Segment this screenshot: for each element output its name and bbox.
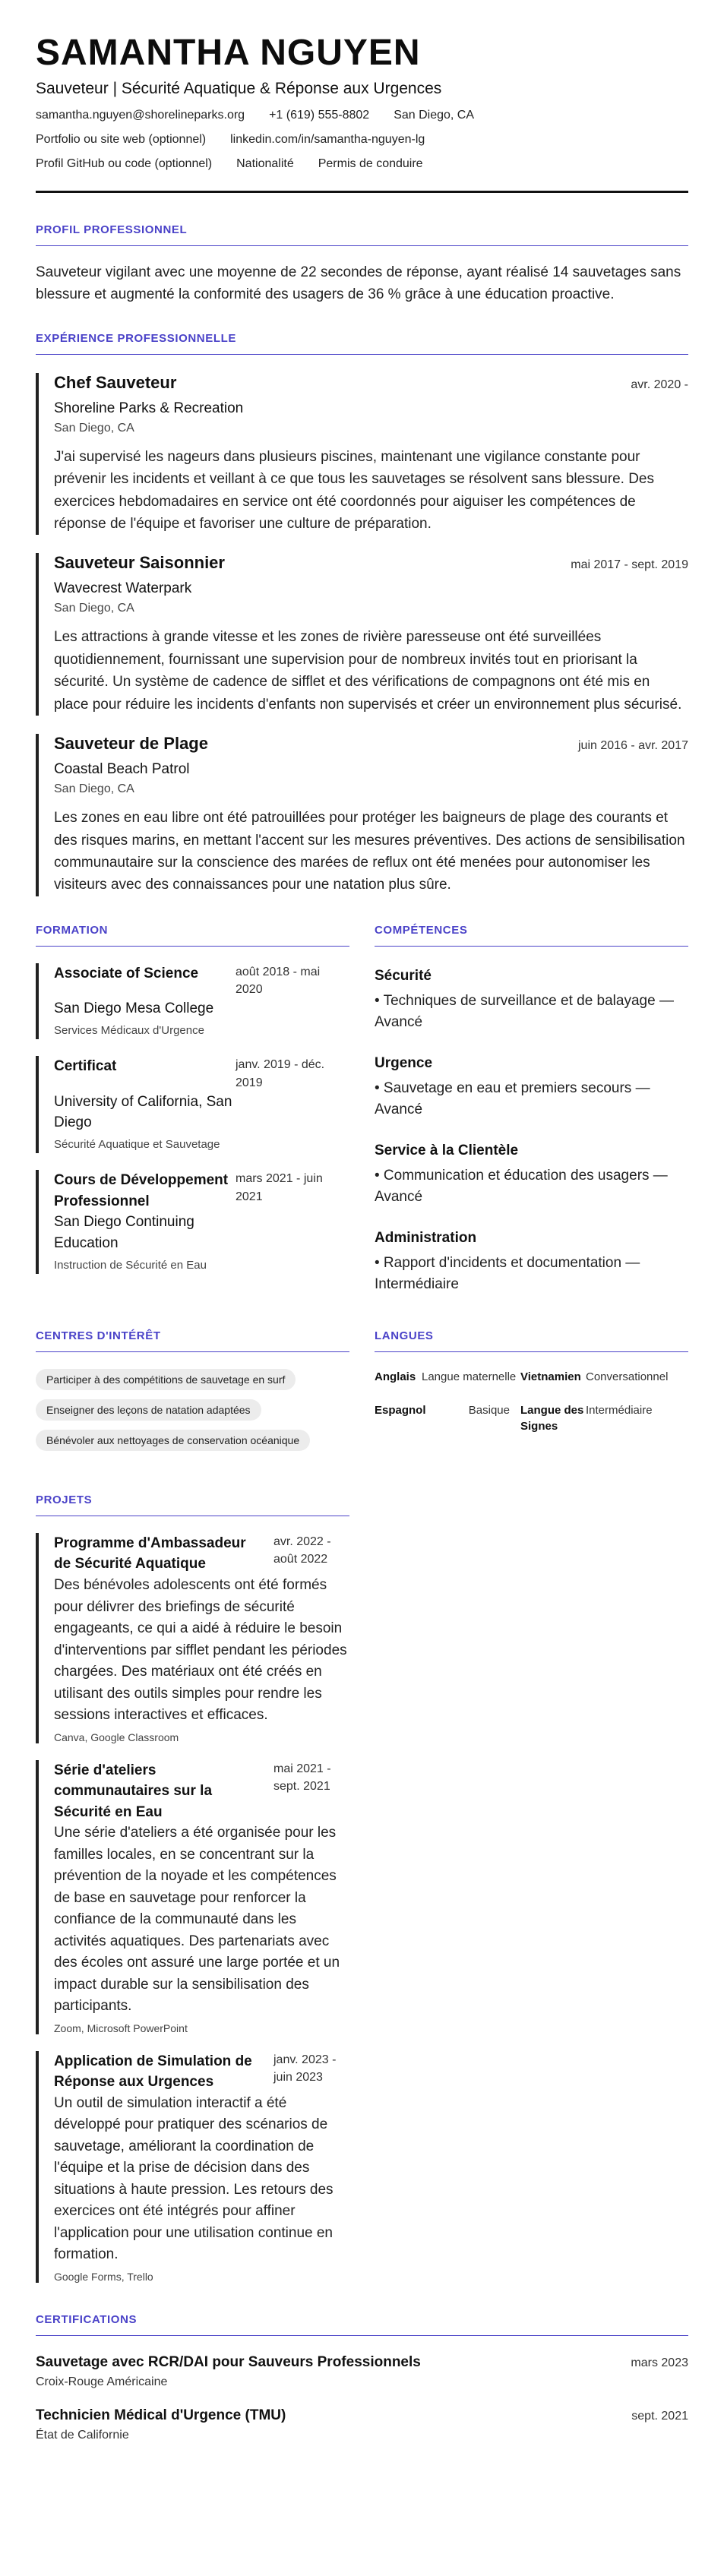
job-company: Wavecrest Waterpark	[54, 580, 192, 597]
project-description: Des bénévoles adolescents ont été formés pour délivrer des briefings de sécurité engageants, ce qui a aidé à réduire le besoin d'interventions par sifflet pendant les périodes chargées. Des matériaux ont été créés en utilisant des outils simples pour rendre les sessions interactives et efficaces.	[54, 1577, 347, 1724]
skill-item: • Techniques de surveillance et de balayage — Avancé	[375, 992, 674, 1031]
skill-category: Sécurité	[375, 967, 432, 984]
section-title-interests: CENTRES D'INTÉRÊT	[36, 1329, 161, 1342]
education-field: Instruction de Sécurité en Eau	[54, 1258, 207, 1272]
section-title-summary: PROFIL PROFESSIONNEL	[36, 223, 188, 236]
section-divider	[375, 1351, 688, 1352]
job-location: San Diego, CA	[54, 421, 134, 435]
skills-section	[375, 924, 688, 1296]
nationality-text: Nationalité	[236, 156, 294, 170]
language-level: Intermédiaire	[586, 1403, 653, 1417]
skill-item: • Communication et éducation des usagers — Avancé	[375, 1167, 668, 1206]
project-entry	[36, 1760, 349, 2034]
certifications-section	[36, 2313, 688, 2442]
education-degree: Certificat	[54, 1058, 117, 1075]
job-company: Shoreline Parks & Recreation	[54, 400, 244, 416]
skill-category: Urgence	[375, 1054, 433, 1071]
candidate-headline: Sauveteur | Sécurité Aquatique & Réponse aux Urgences	[36, 79, 442, 97]
education-degree: Associate of Science	[54, 965, 199, 981]
contact-row-primary	[36, 109, 688, 122]
project-title: Application de Simulation de Réponse aux Urgences	[54, 2053, 252, 2091]
education-entry	[36, 1056, 349, 1153]
section-title-projects: PROJETS	[36, 1493, 93, 1506]
contact-row-links	[36, 133, 688, 147]
job-location: San Diego, CA	[54, 782, 134, 796]
education-field: Services Médicaux d'Urgence	[54, 1023, 204, 1037]
job-description: Les attractions à grande vitesse et les zones de rivière paresseuse ont été surveillées quotidiennement, fournissant une supervision pour de nombreux invités tout en priorisant la sécurité. Un système de cadence de sifflet et des vérifications de compagnons ont été mis en place pour réduire les incidents d'enfants non supervisés et créer un environnement plus sécurisé.	[54, 629, 682, 713]
job-description: Les zones en eau libre ont été patrouillées pour protéger les baigneurs de plage des courants et des risques marins, en mettant l'accent sur les mesures préventives. Des actions de sensibilisation communautaire sur la conscience des marées de reflux ont été menées pour autonomiser les visiteurs avec des connaissances pour une natation plus sûre.	[54, 810, 685, 893]
language-name: Langue des Signes	[520, 1403, 584, 1433]
phone-text: +1 (619) 555-8802	[269, 108, 370, 122]
language-name: Vietnamien	[520, 1370, 581, 1383]
job-title: Chef Sauveteur	[54, 372, 177, 392]
project-description: Un outil de simulation interactif a été développé pour pratiquer des scénarios de sauvetage, améliorant la coordination de l'équipe et la prise de décision dans des situations à haute pression. Les retours des exercices ont été intégrés pour affiner l'application pour une utilisation continue en formation.	[54, 2094, 334, 2263]
section-title-languages: LANGUES	[375, 1329, 434, 1342]
section-divider	[36, 354, 688, 355]
education-school: University of California, San Diego	[54, 1093, 232, 1131]
experience-section	[36, 332, 688, 896]
education-entry	[36, 963, 349, 1039]
contact-row-extra	[36, 157, 688, 171]
section-divider	[36, 1351, 349, 1352]
job-title: Sauveteur de Plage	[54, 734, 208, 754]
job-title: Sauveteur Saisonnier	[54, 553, 225, 573]
language-name: Anglais	[375, 1370, 416, 1383]
project-tools: Zoom, Microsoft PowerPoint	[54, 2021, 188, 2034]
education-skills-row	[36, 924, 688, 1296]
project-date: mai 2021 - sept. 2021	[273, 1762, 331, 1793]
project-description: Une série d'ateliers a été organisée pour les familles locales, en se concentrant sur la prévention de la noyade et les compétences de base en sauvetage pour renforcer la confiance de la communauté dans les activités aquatiques. Des partenariats avec des écoles ont assuré une large portée et un impact durable sur la sensibilisation des participants.	[54, 1825, 340, 2015]
projects-section	[36, 1493, 349, 2283]
github-link[interactable]: Profil GitHub ou code (optionnel)	[36, 156, 213, 170]
certification-issuer: Croix-Rouge Américaine	[36, 2375, 168, 2388]
license-text: Permis de conduire	[318, 156, 423, 170]
email-link[interactable]: samantha.nguyen@shorelineparks.org	[36, 108, 245, 122]
job-date: avr. 2020 -	[631, 378, 688, 391]
language-name: Espagnol	[375, 1403, 426, 1417]
certification-entry	[36, 2354, 688, 2389]
resume-header	[36, 33, 688, 193]
location-text: San Diego, CA	[394, 108, 475, 122]
interest-tag: Enseigner des leçons de natation adaptées	[36, 1399, 261, 1421]
job-date: mai 2017 - sept. 2019	[571, 558, 688, 572]
certification-name: Technicien Médical d'Urgence (TMU)	[36, 2407, 286, 2423]
education-date: août 2018 - mai 2020	[236, 965, 321, 997]
interest-tag: Bénévoler aux nettoyages de conservation océanique	[36, 1430, 310, 1451]
project-entry	[36, 2051, 349, 2283]
certification-entry	[36, 2407, 688, 2442]
skill-item: • Sauvetage en eau et premiers secours — Avancé	[375, 1079, 650, 1118]
project-date: avr. 2022 - août 2022	[273, 1535, 331, 1566]
skill-category: Service à la Clientèle	[375, 1142, 519, 1158]
language-level: Conversationnel	[586, 1370, 669, 1383]
language-level: Basique	[468, 1403, 510, 1417]
summary-text: Sauveteur vigilant avec une moyenne de 22 secondes de réponse, ayant réalisé 14 sauvetages sans blessure et augmenté la conformité des usagers de 36 % grâce à une éducation proactive.	[36, 264, 681, 303]
section-divider	[36, 2335, 688, 2336]
section-title-certifications: CERTIFICATIONS	[36, 2312, 138, 2326]
education-school: San Diego Mesa College	[54, 1000, 214, 1017]
skill-item: • Rapport d'incidents et documentation — Intermédiaire	[375, 1254, 640, 1293]
education-date: janv. 2019 - déc. 2019	[236, 1058, 325, 1089]
header-divider	[36, 191, 688, 193]
job-entry	[36, 373, 688, 536]
certification-date: sept. 2021	[631, 2409, 688, 2423]
candidate-name: SAMANTHA NGUYEN	[36, 33, 421, 73]
summary-section	[36, 223, 688, 306]
skill-category: Administration	[375, 1229, 477, 1246]
education-field: Sécurité Aquatique et Sauvetage	[54, 1137, 220, 1151]
education-degree: Cours de Développement Professionnel	[54, 1172, 229, 1209]
section-divider	[36, 946, 349, 947]
job-entry	[36, 734, 688, 896]
interests-section	[36, 1329, 349, 1460]
languages-grid	[375, 1369, 688, 1435]
project-date: janv. 2023 - juin 2023	[273, 2053, 337, 2084]
project-entry	[36, 1533, 349, 1743]
section-title-education: FORMATION	[36, 923, 109, 937]
section-divider	[36, 245, 688, 246]
job-date: juin 2016 - avr. 2017	[578, 739, 688, 753]
languages-section	[375, 1329, 688, 1460]
education-entry	[36, 1170, 349, 1274]
section-title-skills: COMPÉTENCES	[375, 923, 468, 937]
linkedin-link[interactable]: linkedin.com/in/samantha-nguyen-lg	[230, 132, 425, 146]
job-entry	[36, 553, 688, 716]
project-title: Programme d'Ambassadeur de Sécurité Aquatique	[54, 1535, 246, 1572]
education-section	[36, 924, 349, 1296]
section-title-experience: EXPÉRIENCE PROFESSIONNELLE	[36, 331, 236, 345]
education-school: San Diego Continuing Education	[54, 1214, 194, 1251]
job-location: San Diego, CA	[54, 602, 134, 615]
certification-name: Sauvetage avec RCR/DAI pour Sauveurs Professionnels	[36, 2353, 421, 2370]
education-date: mars 2021 - juin 2021	[236, 1172, 323, 1203]
certification-date: mars 2023	[631, 2356, 688, 2369]
portfolio-link[interactable]: Portfolio ou site web (optionnel)	[36, 132, 207, 146]
project-tools: Canva, Google Classroom	[54, 1731, 179, 1743]
project-title: Série d'ateliers communautaires sur la Sécurité en Eau	[54, 1762, 213, 1820]
interests-languages-row	[36, 1329, 688, 1460]
language-level: Langue maternelle	[422, 1370, 517, 1383]
interest-tag: Participer à des compétitions de sauvetage en surf	[36, 1369, 296, 1390]
job-description: J'ai supervisé les nageurs dans plusieurs piscines, maintenant une vigilance constante pour prévenir les incidents et veillant à ce que tous les sauvetages se résolvent sans blessure. Des exercices hebdomadaires en service ont été coordonnés pour aiguiser les compétences de réponse de l'équipe et favoriser une culture de préparation.	[54, 448, 654, 532]
certification-issuer: État de Californie	[36, 2428, 129, 2442]
job-company: Coastal Beach Patrol	[54, 761, 190, 778]
interest-tags	[36, 1369, 349, 1460]
project-tools: Google Forms, Trello	[54, 2270, 153, 2283]
section-divider	[375, 946, 688, 947]
